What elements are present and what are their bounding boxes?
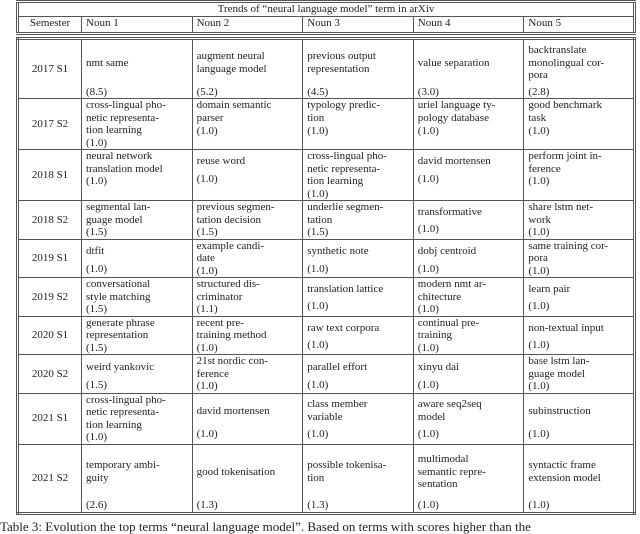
noun-term: cross-lingual pho- netic representa- tion learning [86, 99, 166, 136]
noun-score: (1.0) [417, 499, 439, 511]
table-row [18, 393, 635, 444]
noun-score: (1.0) [417, 172, 439, 185]
noun-term: xinyu dai [417, 360, 460, 373]
noun-cell [82, 239, 193, 278]
noun-term: dobj centroid [417, 245, 477, 257]
noun-cell [82, 444, 193, 513]
noun-term: translation lattice [307, 282, 384, 295]
noun-cell [413, 316, 524, 355]
noun-cell [413, 355, 524, 394]
noun-term: multimodal semantic repre- sentation [417, 453, 486, 490]
noun-cell [303, 150, 414, 201]
noun-score: (1.0) [417, 222, 439, 235]
noun-term: previous segmen- tation decision [196, 201, 275, 226]
noun-term: previous output representation [307, 50, 376, 75]
noun-score: (1.0) [196, 341, 218, 354]
noun-score: (1.5) [86, 341, 108, 354]
noun-cell [192, 393, 303, 444]
noun-score: (1.0) [196, 264, 218, 277]
noun-cell [192, 39, 303, 99]
noun-score: (1.0) [417, 303, 439, 315]
noun-score: (1.0) [528, 226, 550, 238]
noun-term: domain semantic parser [196, 99, 272, 124]
header-noun-5: Noun 5 [524, 17, 635, 34]
noun-score: (1.0) [196, 428, 218, 440]
noun-score: (1.0) [528, 428, 550, 440]
noun-cell [524, 444, 635, 513]
noun-score: (1.0) [307, 378, 329, 391]
noun-score: (1.0) [528, 264, 550, 277]
noun-cell [413, 278, 524, 317]
noun-cell [82, 355, 193, 394]
noun-score: (1.5) [307, 226, 329, 238]
semester-cell: 2020 S2 [18, 355, 82, 394]
noun-score: (1.0) [196, 172, 218, 185]
table-row [18, 39, 635, 99]
noun-cell [192, 355, 303, 394]
noun-cell [192, 201, 303, 240]
noun-term: same training cor- pora [528, 239, 609, 264]
noun-score: (1.0) [86, 136, 108, 149]
noun-cell [192, 316, 303, 355]
noun-term: syntactic frame extension model [528, 459, 601, 484]
noun-term: dtfit [86, 245, 105, 257]
semester-cell: 2017 S1 [18, 39, 82, 99]
semester-cell: 2018 S1 [18, 150, 82, 201]
noun-score: (1.0) [86, 263, 108, 275]
noun-cell [303, 355, 414, 394]
noun-cell [303, 39, 414, 99]
noun-term: weird yankovic [86, 360, 155, 373]
table-body [16, 37, 636, 515]
noun-score: (1.0) [417, 378, 439, 391]
noun-term: share lstm net- work [528, 201, 594, 226]
noun-cell [413, 393, 524, 444]
noun-score: (1.0) [528, 124, 550, 137]
noun-score: (1.0) [528, 175, 550, 187]
noun-cell [303, 99, 414, 150]
noun-score: (8.5) [86, 85, 108, 98]
noun-term: value separation [417, 56, 490, 69]
noun-term: class member variable [307, 398, 368, 423]
header-noun-2: Noun 2 [192, 17, 303, 34]
noun-score: (1.0) [307, 339, 329, 351]
noun-score: (1.5) [86, 378, 108, 391]
noun-score: (5.2) [196, 85, 218, 98]
noun-term: nmt same [86, 56, 129, 69]
header-noun-4: Noun 4 [413, 17, 524, 34]
noun-cell [82, 278, 193, 317]
noun-term: aware seq2seq model [417, 398, 482, 423]
table-row [18, 444, 635, 513]
noun-term: reuse word [196, 155, 246, 167]
table-row [18, 355, 635, 394]
noun-term: uriel language ty- pology database [417, 99, 496, 124]
noun-score: (1.0) [86, 175, 108, 187]
noun-cell [524, 150, 635, 201]
noun-term: parallel effort [307, 360, 368, 373]
noun-term: 21st nordic con- ference [196, 355, 269, 380]
table-row [18, 201, 635, 240]
noun-term: neural network translation model [86, 150, 163, 175]
noun-score: (1.1) [196, 303, 218, 315]
semester-cell: 2018 S2 [18, 201, 82, 240]
table-row [18, 239, 635, 278]
table-row [18, 99, 635, 150]
noun-cell [413, 39, 524, 99]
noun-cell [524, 39, 635, 99]
noun-score: (1.0) [196, 380, 218, 392]
noun-cell [413, 239, 524, 278]
noun-score: (1.0) [196, 124, 218, 137]
noun-cell [413, 150, 524, 201]
noun-term: good tokenisation [196, 465, 276, 478]
noun-term: transformative [417, 205, 482, 218]
table-caption: Table 3: Evolution the top terms “neural language model”. Based on terms with scores higher than the [0, 518, 531, 534]
noun-term: possible tokenisa- tion [307, 459, 387, 484]
noun-score: (1.0) [307, 124, 329, 137]
semester-cell: 2021 S1 [18, 393, 82, 444]
noun-score: (1.0) [307, 187, 329, 200]
noun-term: structured dis- criminator [196, 278, 260, 303]
table-row [18, 316, 635, 355]
noun-cell [524, 99, 635, 150]
header-noun-1: Noun 1 [82, 17, 193, 34]
noun-cell [524, 239, 635, 278]
noun-term: temporary ambi- guity [86, 459, 160, 484]
noun-score: (1.3) [196, 499, 218, 511]
noun-score: (1.0) [417, 124, 439, 137]
table-row [18, 278, 635, 317]
noun-term: subinstruction [528, 404, 591, 417]
trends-table [16, 0, 636, 515]
noun-term: example candi- date [196, 239, 265, 264]
semester-cell: 2020 S1 [18, 316, 82, 355]
noun-score: (1.0) [417, 428, 439, 440]
semester-cell: 2017 S2 [18, 99, 82, 150]
noun-term: david mortensen [417, 155, 491, 167]
noun-term: augment neural language model [196, 50, 267, 75]
noun-score: (1.0) [86, 431, 108, 443]
header-semester: Semester [18, 17, 82, 34]
noun-cell [303, 201, 414, 240]
noun-term: raw text corpora [307, 321, 380, 334]
noun-score: (1.0) [307, 299, 329, 312]
noun-score: (1.0) [417, 341, 439, 354]
noun-score: (2.8) [528, 85, 550, 98]
noun-score: (1.5) [86, 226, 108, 238]
noun-term: david mortensen [196, 404, 270, 417]
noun-term: cross-lingual pho- netic representa- tion learning [86, 393, 166, 431]
noun-cell [192, 99, 303, 150]
noun-score: (1.0) [307, 428, 329, 440]
table-row [18, 150, 635, 201]
noun-cell [82, 393, 193, 444]
noun-cell [524, 355, 635, 394]
noun-term: base lstm lan- guage model [528, 355, 590, 380]
noun-term: backtranslate monolingual cor- pora [528, 44, 605, 81]
table-title: Trends of “neural language model” term in arXiv [18, 2, 635, 17]
semester-cell: 2019 S2 [18, 278, 82, 317]
noun-term: conversational style matching [86, 278, 151, 303]
table-header [16, 0, 636, 35]
noun-score: (1.3) [307, 499, 329, 511]
noun-cell [413, 99, 524, 150]
noun-score: (1.0) [307, 263, 329, 275]
noun-cell [524, 278, 635, 317]
semester-cell: 2019 S1 [18, 239, 82, 278]
noun-score: (1.0) [417, 263, 439, 275]
noun-term: synthetic note [307, 245, 369, 257]
noun-score: (1.5) [86, 303, 108, 315]
noun-term: recent pre- training method [196, 316, 267, 341]
noun-term: continual pre- training [417, 316, 480, 341]
noun-score: (1.0) [528, 380, 550, 392]
semester-cell: 2021 S2 [18, 444, 82, 513]
noun-term: underlie segmen- tation [307, 201, 384, 226]
noun-score: (1.0) [528, 299, 550, 312]
noun-cell [303, 393, 414, 444]
noun-cell [303, 278, 414, 317]
noun-score: (3.0) [417, 85, 439, 98]
noun-cell [524, 393, 635, 444]
noun-cell [413, 201, 524, 240]
noun-term: segmental lan- guage model [86, 201, 151, 226]
noun-term: non-textual input [528, 321, 604, 334]
noun-cell [524, 316, 635, 355]
noun-score: (1.5) [196, 226, 218, 238]
noun-cell [524, 201, 635, 240]
noun-score: (1.0) [528, 339, 550, 351]
noun-term: typology predic- tion [307, 99, 381, 124]
noun-cell [82, 201, 193, 240]
noun-cell [303, 316, 414, 355]
noun-cell [82, 316, 193, 355]
noun-cell [82, 99, 193, 150]
noun-term: generate phrase representation [86, 316, 155, 341]
noun-cell [192, 278, 303, 317]
noun-term: perform joint in- ference [528, 150, 602, 175]
noun-term: cross-lingual pho- netic representa- tion learning [307, 150, 387, 187]
noun-cell [192, 239, 303, 278]
noun-cell [192, 150, 303, 201]
noun-term: modern nmt ar- chitecture [417, 278, 486, 303]
noun-cell [192, 444, 303, 513]
noun-score: (4.5) [307, 85, 329, 98]
noun-cell [82, 39, 193, 99]
noun-score: (2.6) [86, 499, 108, 511]
noun-cell [82, 150, 193, 201]
header-noun-3: Noun 3 [303, 17, 414, 34]
noun-term: learn pair [528, 282, 571, 295]
noun-score: (1.0) [528, 499, 550, 511]
noun-term: good benchmark task [528, 99, 602, 124]
noun-cell [303, 444, 414, 513]
noun-cell [303, 239, 414, 278]
noun-cell [413, 444, 524, 513]
